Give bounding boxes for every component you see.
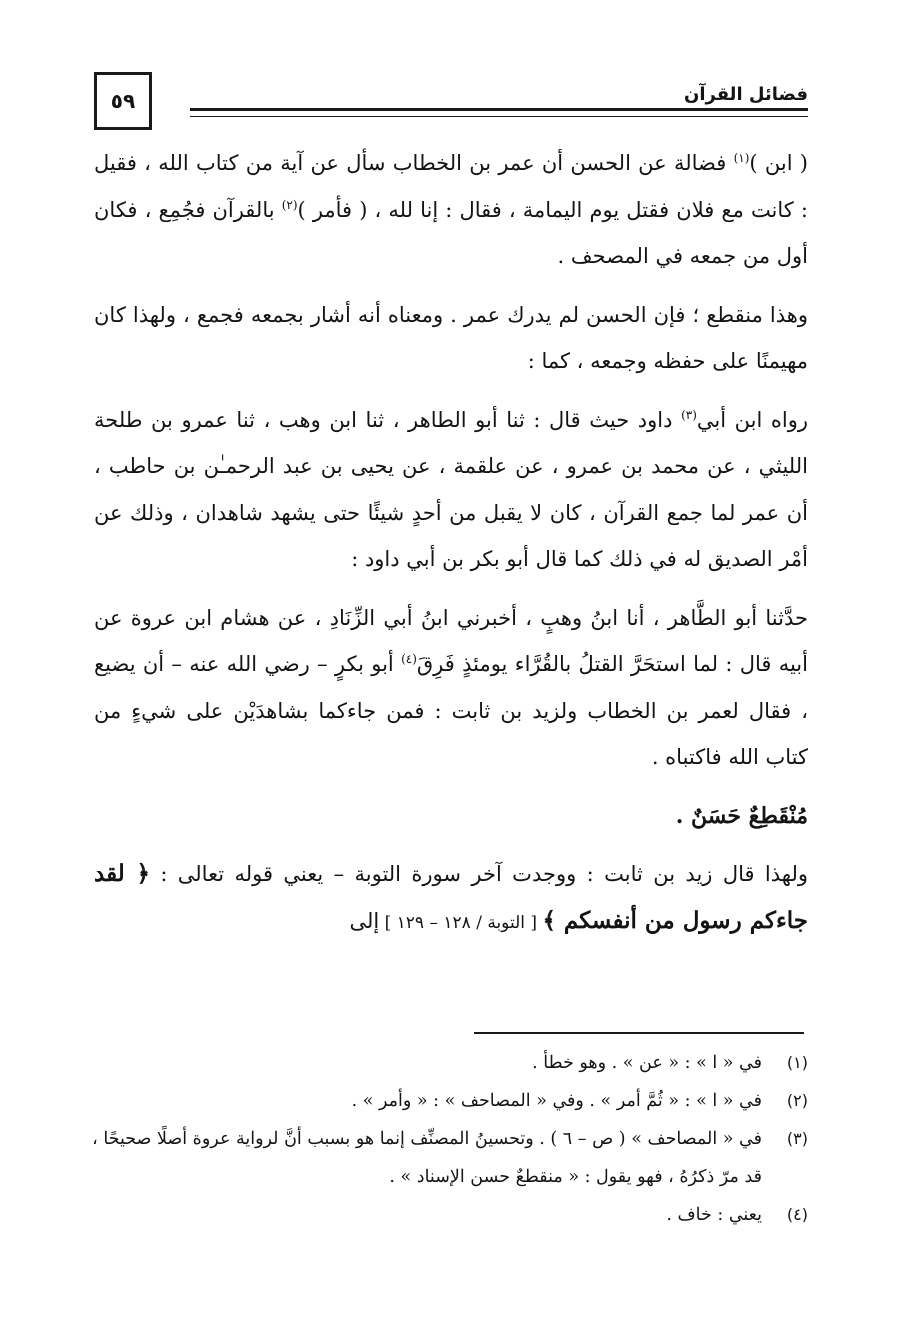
footnote-number: (١) — [786, 1053, 808, 1072]
main-text — [94, 140, 808, 958]
p6-text-b: إلى — [349, 908, 380, 933]
footnote-separator — [474, 1032, 804, 1034]
p3-text-a: رواه ابن أبي — [696, 407, 808, 432]
paragraph-3 — [94, 397, 808, 583]
footnote-text: في « المصاحف » ( ص – ٦ ) . وتحسينُ المصنِّف إنما هو بسبب أنَّ لرواية عروة أصلًا صحيحًا ، قد مرّ ذكرُهُ ، فهو يقول : « منقطعٌ حسن الإسناد » . — [92, 1129, 762, 1187]
paragraph-4 — [94, 595, 808, 781]
p1-text-c: بالقرآن فجُمِع ، فكان أول من جمعه في المصحف . — [94, 197, 808, 268]
footnote-item — [80, 1044, 808, 1082]
footnotes — [80, 1044, 808, 1234]
p4-text-b: أبو بكرٍ – رضي الله عنه – أن يضيع ، فقال لعمر بن الخطاب ولزيد بن ثابت : فمن جاءكما بشاهدَيْن على شيءٍ من كتاب الله فاكتباه . — [94, 652, 808, 769]
running-head: فضائل القرآن — [684, 84, 808, 105]
verse-reference: [ التوبة / ١٢٨ – ١٢٩ ] — [379, 912, 543, 933]
footnote-item — [80, 1196, 808, 1234]
footnote-item — [80, 1082, 808, 1120]
footnote-text: في « ا » : « عن » . وهو خطأ . — [532, 1053, 762, 1073]
page-number — [94, 72, 152, 130]
footnote-number: (٤) — [786, 1205, 808, 1224]
page-number-text: ٥٩ — [110, 89, 136, 113]
footnote-ref-2: (٢) — [281, 197, 298, 212]
paragraph-6 — [94, 851, 808, 946]
footnote-text: في « ا » : « ثُمَّ أمر » . وفي « المصاحف » : « وأمر » . — [351, 1091, 762, 1111]
footnote-ref-1: (١) — [733, 151, 750, 165]
footnote-item — [80, 1120, 808, 1196]
footnote-text: يعني : خاف . — [666, 1205, 762, 1225]
footnote-ref-4: (٤) — [401, 652, 417, 666]
footnote-number: (٣) — [786, 1129, 808, 1148]
quran-verse: ﴿ لقد جاءكم رسول من أنفسكم ﴾ — [94, 860, 808, 934]
footnote-number: (٢) — [786, 1091, 808, 1110]
p6-text-a: ولهذا قال زيد بن ثابت : ووجدت آخر سورة التوبة – يعني قوله تعالى : — [149, 862, 808, 886]
p1-text-a: ( ابن ) — [749, 151, 808, 175]
footnote-ref-3: (٣) — [681, 407, 697, 422]
p1-text-b: فضالة عن الحسن أن عمر بن الخطاب سأل عن آية من كتاب الله ، فقيل : كانت مع فلان فقتل يوم اليمامة ، فقال : إنا لله ، ( فأمر ) — [94, 151, 808, 222]
header-rule-thin — [190, 116, 808, 117]
paragraph-1 — [94, 140, 808, 280]
header-rule-thick — [190, 108, 808, 111]
paragraph-5-verdict: مُنْقَطِعٌ حَسَنٌ . — [675, 802, 808, 829]
p4-text-a: حدَّثنا أبو الطَّاهر ، أنا ابنُ وهبٍ ، أخبرني ابنُ أبي الزِّنَادِ ، عن هشام ابن عروة عن أبيه قال : لما استحَرَّ القتلُ بالقُرَّاء يومئذٍ فَرِقَ — [94, 605, 808, 676]
paragraph-2: وهذا منقطع ؛ فإن الحسن لم يدرك عمر . ومعناه أنه أشار بجمعه فجمع ، ولهذا كان مهيمنًا على حفظه وجمعه ، كما : — [94, 302, 808, 373]
p3-text-b: داود حيث قال : ثنا أبو الطاهر ، ثنا ابن وهب ، ثنا عمرو بن طلحة الليثي ، عن محمد بن عمرو ، عن علقمة ، عن يحيى بن عبد الرحمـٰن بن حاطب ، أن عمر لما جمع القرآن ، كان لا يقبل من أحدٍ شيئًا حتى يشهد شاهدان ، وذلك عن أمْر الصديق له في ذلك كما قال أبو بكر بن أبي داود : — [94, 407, 808, 571]
